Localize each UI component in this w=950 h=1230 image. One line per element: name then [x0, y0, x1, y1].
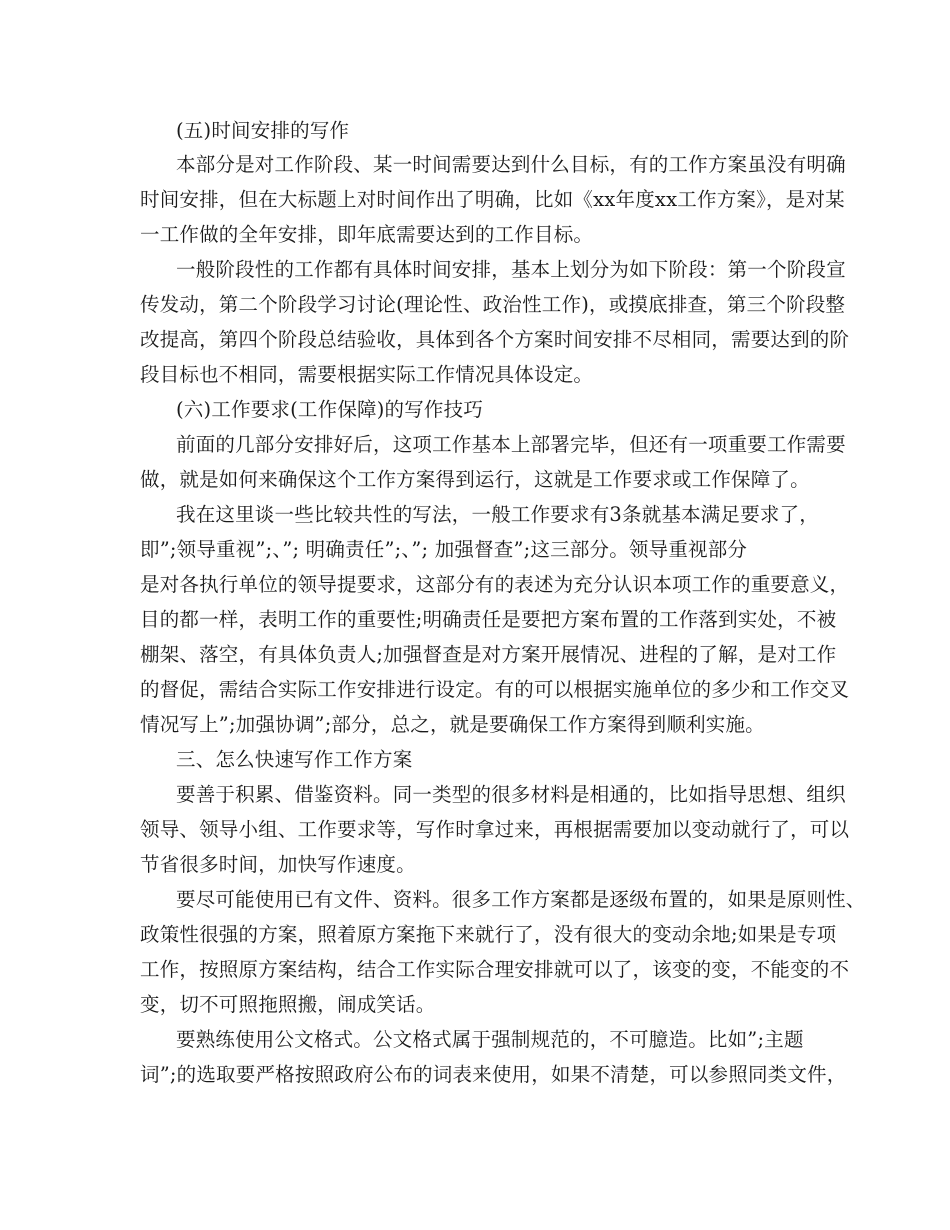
paragraph-line: 领导、领导小组、工作要求等，写作时拿过来，再根据需要加以变动就行了，可以: [140, 818, 850, 841]
paragraph-line: 目的都一样，表明工作的重要性;明确责任是要把方案布置的工作落到实处，不被: [140, 608, 837, 631]
paragraph-line: 情况写上”;加强协调”;部分，总之，就是要确保工作方案得到顺利实施。: [140, 713, 765, 736]
paragraph-line: 要善于积累、借鉴资料。同一类型的很多材料是相通的，比如指导思想、组织: [176, 783, 846, 806]
paragraph-line: 政策性很强的方案，照着原方案拖下来就行了，没有很大的变动余地;如果是专项: [140, 923, 837, 946]
section-heading-work-requirements: (六)工作要求(工作保障)的写作技巧: [176, 398, 484, 421]
paragraph-line: 即”;领导重视”;、”; 明确责任”;、”; 加强督查”;这三部分。领导重视部分: [140, 538, 748, 561]
paragraph-line: 一般阶段性的工作都有具体时间安排，基本上划分为如下阶段：第一个阶段宣: [176, 258, 846, 281]
paragraph-line: 工作，按照原方案结构，结合工作实际合理安排就可以了，该变的变，不能变的不: [140, 958, 850, 981]
paragraph-line: 我在这里谈一些比较共性的写法，一般工作要求有3条就基本满足要求了，: [176, 503, 820, 526]
paragraph-line: 的督促，需结合实际工作安排进行设定。有的可以根据实施单位的多少和工作交叉: [140, 678, 850, 701]
paragraph-line: 时间安排，但在大标题上对时间作出了明确，比如《xx年度xx工作方案》，是对某: [140, 188, 845, 211]
paragraph-line: 段目标也不相同，需要根据实际工作情况具体设定。: [140, 363, 594, 386]
paragraph-line: 传发动，第二个阶段学习讨论(理论性、政治性工作)，或摸底排查，第三个阶段整: [140, 293, 846, 316]
paragraph-line: 词”;的选取要严格按照政府公布的词表来使用，如果不清楚，可以参照同类文件，: [140, 1063, 847, 1086]
paragraph-line: 变，切不可照拖照搬，闹成笑话。: [140, 993, 436, 1016]
paragraph-line: 一工作做的全年安排，即年底需要达到的工作目标。: [140, 223, 594, 246]
paragraph-line: 前面的几部分安排好后，这项工作基本上部署完毕，但还有一项重要工作需要: [176, 433, 846, 456]
paragraph-line: 棚架、落空，有具体负责人;加强督查是对方案开展情况、进程的了解，是对工作: [140, 643, 837, 666]
paragraph-line: 做，就是如何来确保这个工作方案得到运行，这就是工作要求或工作保障了。: [140, 468, 810, 491]
section-heading-quick-writing: 三、怎么快速写作工作方案: [176, 748, 413, 771]
paragraph-line: 要尽可能使用已有文件、资料。很多工作方案都是逐级布置的，如果是原则性、: [176, 888, 866, 911]
section-heading-time-schedule: (五)时间安排的写作: [176, 119, 350, 142]
paragraph-line: 节省很多时间，加快写作速度。: [140, 853, 416, 876]
paragraph-line: 是对各执行单位的领导提要求，这部分有的表述为充分认识本项工作的重要意义，: [140, 573, 850, 596]
paragraph-line: 本部分是对工作阶段、某一时间需要达到什么目标，有的工作方案虽没有明确: [176, 153, 846, 176]
paragraph-line: 改提高，第四个阶段总结验收，具体到各个方案时间安排不尽相同，需要达到的阶: [140, 328, 850, 351]
paragraph-line: 要熟练使用公文格式。公文格式属于强制规范的，不可臆造。比如”;主题: [176, 1028, 804, 1051]
